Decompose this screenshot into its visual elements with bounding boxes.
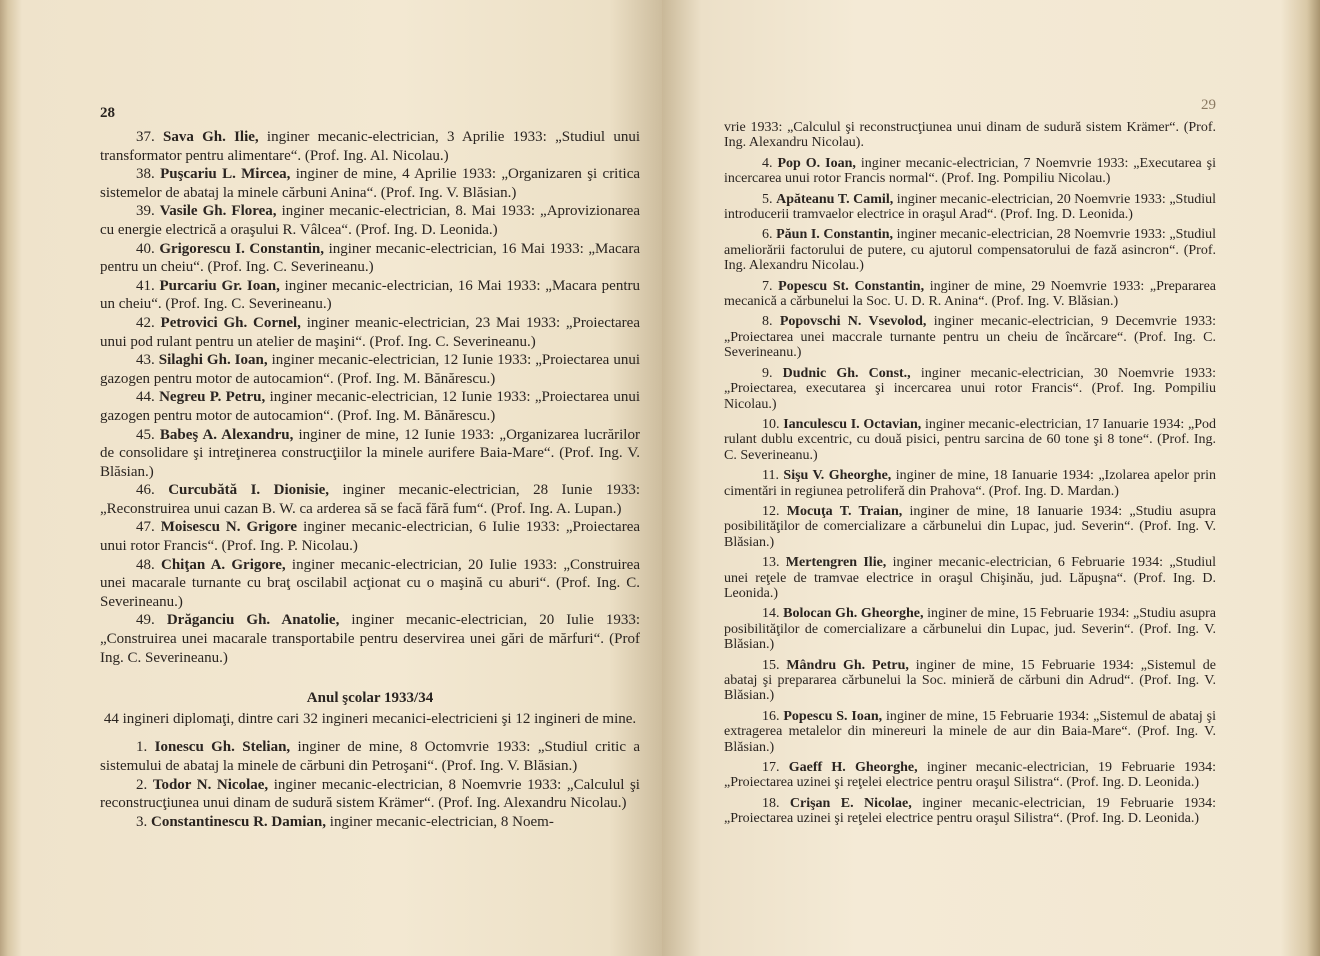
entry-name: Silaghi Gh. Ioan, [158,352,268,369]
entry [724,366,1216,412]
entry [724,156,1216,187]
entry-text: inginer mecanic-electrician, 6 Iulie 1933: „Proiectarea unui rotor Francis“. (Prof. Ing. P. Nicolau.) [100,519,641,555]
entry-number: 44. [136,389,155,406]
entry-text: inginer meanic-electrician, 23 Mai 1933: „Proiectarea unui pod rulant pentru un atelier de maşini“. (Prof. Ing. C. Severineanu.) [100,314,640,350]
entry-name: Popovschi N. Vsevolod, [779,314,927,330]
entry-name: Babeş A. Alexandru, [159,426,294,443]
entry [100,738,640,775]
entry-number: 42. [136,314,155,331]
entry [724,314,1216,360]
entry [100,314,640,351]
entry-text: inginer de mine, 29 Noemvrie 1933: „Prepararea mecanică a cărbunelui la Soc. U. D. R. Anina“. (Prof. Ing. V. Blăsian.) [724,278,1216,310]
entry-number: 39. [136,203,155,220]
entry [100,556,640,612]
entry-name: Mândru Gh. Petru, [786,657,909,673]
entry-name: Ianculescu I. Octavian, [783,416,922,432]
section-subtitle: 44 ingineri diplomaţi, dintre cari 32 ingineri mecanici-electricieni şi 12 ingineri de mine. [103,710,637,727]
entry-name: Popescu St. Constantin, [778,278,925,294]
entry-number: 15. [762,657,780,673]
entry-number: 12. [762,503,780,519]
entry-text: inginer mecanic-electrician, 28 Iunie 1933: „Reconstruirea unui cazan B. W. ca arderea să se facă fără fum“. (Prof. Ing. A. Lupan.) [100,482,641,517]
entry-number: 14. [762,606,780,622]
entry-number: 5. [762,191,773,207]
entry-name: Popescu S. Ioan, [783,708,883,724]
entry [724,227,1216,273]
entry [724,606,1216,652]
entry-name: Dudnic Gh. Const., [782,365,911,381]
entry-text: inginer de mine, 12 Iunie 1933: „Organizarea lucrărilor de consolidare şi intreţinerea construcţiilor la minele aurifere Baia-Mare“. (Prof. Ing. V. Blăsian.) [100,426,640,480]
entry-name: Petrovici Gh. Cornel, [160,314,301,331]
entry [724,468,1216,499]
entry-text: inginer mecanic-electrician, 6 Februarie 1934: „Studiul unei reţele de tramvae electrice in oraşul Chişinău, jud. Lăpuşna“. (Prof. Ing. D. Leonida.) [724,555,1216,601]
entry-name: Puşcariu L. Mircea, [160,166,291,183]
entry-text: inginer mecanic-electrician, 8 Noem- [326,813,554,830]
entry-name: Mocuţa T. Traian, [786,503,903,519]
entry-text: inginer mecanic-electrician, 8 Noemvrie 1933: „Calculul şi reconstrucţiunea unui dinam de sudură sistem Krämer“. (Prof. Ing. Alexandru Nicolau.) [100,776,640,812]
entry-number: 3. [136,813,148,830]
entry-text: inginer mecanic-electrician, 7 Noemvrie 1933: „Executarea şi incercarea unui rotor Francis normal“. (Prof. Ing. Pompiliu Nicolau.) [724,155,1216,187]
entry-continuation: vrie 1933: „Calculul şi reconstrucţiunea unui dinam de sudură sistem Krämer“. (Prof. Ing. Alexandru Nicolau). [724,120,1216,151]
entry [724,709,1216,755]
page-number: 28 [100,105,115,121]
entry-name: Bolocan Gh. Gheorghe, [783,606,924,622]
entry-text: inginer mecanic-electrician, 20 Noemvrie 1933: „Studiul introducerii tramvaelor electrice in oraşul Arad“. (Prof. Ing. D. Leonida.) [724,191,1217,223]
entry-name: Pop O. Ioan, [777,155,856,171]
entry-name: Purcariu Gr. Ioan, [159,277,280,294]
entry-name: Sava Gh. Ilie, [163,129,259,145]
entry-number: 48. [136,556,155,573]
entry-text: inginer mecanic-electrician, 30 Noemvrie 1933: „Proiectarea, executarea şi incercarea unui rotor Francis“. (Prof. Ing. Pompiliu Nicolau.) [724,365,1216,412]
entry-text: inginer de mine, 18 Ianuarie 1934: „Izolarea apelor prin cimentări in regiunea petroliferă din Prahova“. (Prof. Ing. D. Mardan.) [724,468,1216,499]
entry-name: Vasile Gh. Florea, [159,203,277,220]
entry-text: inginer de mine, 18 Ianuarie 1934: „Studiu asupra posibilităţilor de comercializare a cărbunelui din Lupac, jud. Severin“. (Prof. Ing. V. Blăsian.) [724,503,1217,550]
entry [724,796,1216,827]
entry-text: inginer mecanic-electrician, 28 Noemvrie 1933: „Studiul ameliorării factorului de putere, cu ajutorul compensatorului de fază asincron“. (Prof. Ing. Alexandru Nicolau.) [724,227,1217,274]
entry-text: inginer mecanic-electrician, 17 Ianuarie 1934: „Pod rulant dublu excentric, cu două pisici, pentru sarcina de 60 tone şi 8 tone“. (Prof. Ing. C. Severineanu.) [724,416,1216,463]
entry [100,611,640,667]
entry-text: inginer mecanic-electrician, 20 Iulie 1933: „Construirea unei macarale turnante cu braţ oscilabil acţionat cu o maşină cu aburi“. (Prof. Ing. C. Severineanu.) [100,556,640,610]
entry-list [724,156,1216,827]
entry-text: inginer mecanic-electrician, 19 Februarie 1934: „Proiectarea uzinei şi reţelei electrice pentru oraşul Silistra“. (Prof. Ing. D. Leonida.) [724,795,1216,827]
entry [100,240,640,277]
entry-name: Curcubătă I. Dionisie, [168,482,330,499]
entry-text: inginer de mine, 15 Februarie 1934: „Sistemul de abataj şi extragerea metalelor din minereuri la minele de aur din Baia-Mare“. (Prof. Ing. V. Blăsian.) [724,708,1216,755]
entry-name: Todor N. Nicolae, [152,776,269,793]
left-page-text [100,104,640,831]
entry-text: inginer mecanic-electrician, 16 Mai 1933: „Macara pentru un cheiu“. (Prof. Ing. C. Severineanu.) [100,240,640,276]
entry-text: inginer mecanic-electrician, 20 Iulie 1933: „Construirea unei macarale transportabile pentru deservirea unei gări de mărfuri“. (Prof Ing. C. Severineanu.) [100,612,640,666]
entry-text: inginer mecanic-electrician, 12 Iunie 1933: „Proiectarea unui gazogen pentru motor de autocamion“. (Prof. Ing. M. Bănărescu.) [100,389,641,424]
entry-number: 49. [136,612,155,629]
entry-name: Apăteanu T. Camil, [776,191,894,207]
entry-text: inginer mecanic-electrician, 16 Mai 1933: „Macara pentru un cheiu“. (Prof. Ing. C. Severineanu.) [100,277,640,313]
entry [100,813,640,832]
entry-number: 10. [762,416,780,432]
entry-number: 1. [136,739,148,756]
entry-name: Crişan E. Nicolae, [789,795,912,811]
entry [100,426,640,482]
entry-list [100,738,640,831]
entry-name: Moisescu N. Grigore [160,519,298,536]
entry-number: 38. [136,166,155,183]
entry-number: 45. [136,426,155,443]
entry-number: 6. [762,227,773,243]
entry [724,192,1216,223]
entry-number: 13. [762,555,780,571]
entry [100,776,640,813]
entry-text: inginer de mine, 15 Februarie 1934: „Studiu asupra posibilităţilor de comercializare a cărbunelui din Lupac, jud. Severin“. (Prof. Ing. V. Blăsian.) [724,606,1216,653]
entry-name: Drăganciu Gh. Anatolie, [166,612,340,629]
entry-text: inginer de mine, 4 Aprilie 1933: „Organizaren şi critica sistemelor de abataj la minele cărbuni Anina“. (Prof. Ing. V. Blăsian.) [100,166,641,201]
entry-text: inginer mecanic-electrician, 8. Mai 1933: „Aprovizionarea cu energie electrică a oraşului R. Vâlcea“. (Prof. Ing. D. Leonida.) [100,203,641,238]
entry-name: Gaeff H. Gheorghe, [788,760,918,776]
entry-number: 40. [136,240,155,257]
entry-number: 41. [136,277,155,294]
page-number: 29 [1201,97,1216,113]
entry-number: 8. [762,314,773,330]
entry-number: 7. [762,278,773,294]
entry-name: Păun I. Constantin, [776,227,894,243]
entry-number: 17. [762,760,780,776]
entry-number: 18. [762,795,780,811]
entry-name: Sişu V. Gheorghe, [783,468,892,484]
entry-text: inginer mecanic-electrician, 3 Aprilie 1933: „Studiul unui transformator pentru alimentare“. (Prof. Ing. Al. Nicolau.) [100,129,641,164]
entry [100,165,640,202]
entry [724,279,1216,310]
entry [100,518,640,555]
entry-number: 37. [136,129,155,145]
entry-number: 4. [762,155,773,171]
entry [724,658,1216,704]
entry-list [100,128,640,667]
entry-text: inginer mecanic-electrician, 12 Iunie 1933: „Proiectarea unui gazogen pentru motor de autocamion“. (Prof. Ing. M. Bănărescu.) [100,352,641,387]
entry-number: 43. [136,352,155,369]
entry-name: Constantinescu R. Damian, [151,813,327,830]
entry [100,202,640,239]
entry-name: Ionescu Gh. Stelian, [154,739,291,756]
entry-name: Chiţan A. Grigore, [160,556,286,573]
entry-number: 9. [762,365,773,381]
entry [724,417,1216,463]
entry-name: Mertengren Ilie, [785,555,887,571]
entry [100,128,640,165]
entry-text: inginer mecanic-electrician, 19 Februarie 1934: „Proiectarea uzinei şi reţelei electrice pentru oraşul Silistra“. (Prof. Ing. D. Leonida.) [724,760,1217,791]
entry-number: 11. [762,468,779,484]
entry-number: 46. [136,482,155,499]
entry-name: Negreu P. Petru, [159,389,266,406]
right-page-text [724,96,1216,832]
entry [100,351,640,388]
entry-number: 16. [762,708,780,724]
entry-text: inginer de mine, 8 Octomvrie 1933: „Studiul critic a sistemului de abataj la minele de cărbuni din Petroşani“. (Prof. Ing. V. Blăsian.) [100,739,640,774]
entry [100,481,640,518]
entry-text: inginer de mine, 15 Februarie 1934: „Sistemul de abataj şi prepararea cărbunelui la Soc. minieră de cărbuni din Adrud“. (Prof. Ing. V. Blăsian.) [724,657,1216,704]
section-title: Anul şcolar 1933/34 [306,690,434,707]
entry [724,504,1216,550]
entry [100,277,640,314]
entry-number: 2. [136,776,148,793]
entry [100,388,640,425]
entry-number: 47. [136,519,155,536]
entry [724,760,1216,791]
entry-text: inginer mecanic-electrician, 9 Decemvrie 1933: „Proiectarea unei maccrale turnante pentru un cheiu de încărcare“. (Prof. Ing. C. Severineanu.) [724,314,1217,361]
entry-name: Grigorescu I. Constantin, [159,240,325,257]
entry [724,555,1216,601]
